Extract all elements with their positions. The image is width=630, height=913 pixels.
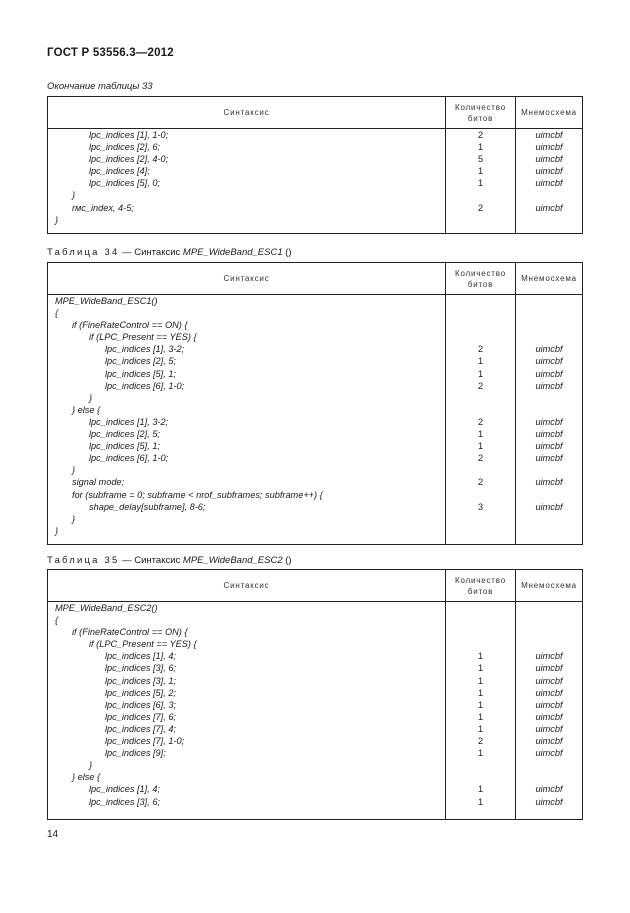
- syntax-line: lpc_indices [9];: [105, 748, 166, 759]
- syntax-line: lpc_indices [2], 5;: [89, 429, 160, 440]
- mnemonic-value: uimcbf: [535, 130, 563, 140]
- bits-value: [446, 464, 515, 476]
- bits-value: [446, 295, 515, 307]
- bits-value: 1: [477, 651, 484, 662]
- mnemonic-value: uimcbf: [535, 178, 563, 189]
- mnemonic-value: uimcbf: [535, 142, 563, 153]
- bits-column: [446, 295, 516, 545]
- bits-value: 2: [477, 736, 484, 747]
- table33-caption: [47, 81, 153, 92]
- mnemonic-value: [516, 331, 582, 343]
- table33-caption-text: Окончание таблицы 33: [47, 81, 153, 92]
- syntax-column: [48, 602, 446, 820]
- syntax-line: lpc_indices [5], 1;: [105, 368, 176, 379]
- syntax-line: lpc_indices [2], 6;: [89, 142, 160, 153]
- bits-value: [446, 513, 515, 525]
- bits-value: 1: [477, 687, 484, 698]
- mnemonic-value: uimcbf: [535, 344, 563, 355]
- mnemonic-value: [516, 525, 582, 537]
- mnemonic-value: uimcbf: [535, 736, 563, 747]
- syntax-line: }: [55, 525, 59, 536]
- mnemonic-value: [516, 189, 582, 201]
- syntax-line: if (LPC_Present == YES) {: [89, 332, 197, 343]
- table35-caption-name: MPE_WideBand_ESC2: [182, 555, 283, 566]
- mnemonic-value: [516, 319, 582, 331]
- syntax-line: lpc_indices [3], 1;: [105, 675, 176, 686]
- bits-value: 1: [477, 663, 484, 674]
- syntax-line: }: [72, 190, 76, 201]
- mnemonic-value: [516, 214, 582, 226]
- bits-value: [446, 489, 515, 501]
- bits-value: [446, 614, 515, 626]
- syntax-line: lpc_indices [1], 1-0;: [89, 130, 169, 140]
- table34-caption: [47, 247, 292, 258]
- syntax-line: lpc_indices [2], 4-0;: [89, 154, 169, 165]
- mnemonic-value: uimcbf: [535, 380, 563, 391]
- mnemonic-value: uimcbf: [535, 687, 563, 698]
- bits-value: [446, 602, 515, 614]
- mnemonic-value: uimcbf: [535, 651, 563, 662]
- bits-value: [446, 319, 515, 331]
- syntax-line: if (FineRateControl == ON) {: [72, 627, 188, 638]
- bits-value: 1: [477, 723, 484, 734]
- table34-caption-text: — Синтаксис: [119, 247, 183, 258]
- mnemonic-value: uimcbf: [535, 202, 563, 213]
- mnemonic-value: uimcbf: [535, 501, 563, 512]
- table33-end: [47, 96, 583, 234]
- syntax-line: lpc_indices [3], 6;: [89, 796, 160, 807]
- col-header-syntax: Синтаксис: [48, 263, 446, 295]
- document-header: ГОСТ Р 53556.3—2012: [47, 47, 174, 59]
- col-header-mnemonic: Мнемосхема: [516, 570, 583, 602]
- bits-value: 2: [477, 477, 484, 488]
- syntax-line: } else {: [72, 772, 101, 783]
- bits-value: [446, 392, 515, 404]
- syntax-line: lpc_indices [7], 4;: [105, 723, 176, 734]
- mnemonic-column: [516, 295, 583, 545]
- syntax-line: shape_delay[subframe], 8-6;: [89, 501, 206, 512]
- bits-value: [446, 626, 515, 638]
- mnemonic-value: [516, 513, 582, 525]
- mnemonic-value: uimcbf: [535, 699, 563, 710]
- syntax-line: lpc_indices [5], 1;: [89, 441, 160, 452]
- mnemonic-value: [516, 392, 582, 404]
- bits-value: 1: [477, 166, 484, 177]
- bits-column: [446, 602, 516, 820]
- bits-value: 1: [477, 784, 484, 795]
- bits-value: 1: [477, 441, 484, 452]
- bits-value: 2: [477, 202, 484, 213]
- table35-caption: [47, 555, 292, 566]
- syntax-line: }: [55, 214, 59, 225]
- table34-caption-name: MPE_WideBand_ESC1: [182, 247, 283, 258]
- syntax-line: lpc_indices [1], 4;: [89, 784, 160, 795]
- bits-value: 2: [477, 380, 484, 391]
- bits-value: 2: [477, 453, 484, 464]
- syntax-line: if (LPC_Present == YES) {: [89, 639, 197, 650]
- mnemonic-value: uimcbf: [535, 429, 563, 440]
- syntax-line: lpc_indices [6], 1-0;: [89, 453, 169, 464]
- syntax-line: }: [72, 465, 76, 476]
- syntax-line: lpc_indices [7], 1-0;: [105, 736, 185, 747]
- syntax-line: rмс_index, 4-5;: [72, 202, 134, 213]
- syntax-line: lpc_indices [4];: [89, 166, 150, 177]
- bits-column: [446, 129, 516, 234]
- table35-caption-suffix: (): [282, 555, 292, 566]
- mnemonic-value: [516, 295, 582, 307]
- syntax-line: signal mode;: [72, 477, 125, 488]
- mnemonic-value: uimcbf: [535, 453, 563, 464]
- syntax-line: lpc_indices [1], 3-2;: [89, 416, 169, 427]
- mnemonic-value: uimcbf: [535, 477, 563, 488]
- col-header-mnemonic: Мнемосхема: [516, 263, 583, 295]
- bits-value: 1: [477, 142, 484, 153]
- page-number: 14: [47, 829, 59, 840]
- bits-value: 1: [477, 429, 484, 440]
- syntax-line: lpc_indices [5], 0;: [89, 178, 160, 189]
- syntax-line: lpc_indices [2], 5;: [105, 356, 176, 367]
- bits-value: [446, 771, 515, 783]
- mnemonic-value: [516, 404, 582, 416]
- syntax-line: lpc_indices [1], 4;: [105, 651, 176, 662]
- mnemonic-value: [516, 602, 582, 614]
- col-header-syntax: Синтаксис: [48, 97, 446, 129]
- syntax-line: if (FineRateControl == ON) {: [72, 320, 188, 331]
- bits-value: 2: [477, 344, 484, 355]
- bits-value: 1: [477, 675, 484, 686]
- mnemonic-value: uimcbf: [535, 723, 563, 734]
- bits-value: 2: [477, 416, 484, 427]
- mnemonic-value: uimcbf: [535, 441, 563, 452]
- mnemonic-value: uimcbf: [535, 748, 563, 759]
- bits-value: [446, 759, 515, 771]
- mnemonic-value: uimcbf: [535, 711, 563, 722]
- bits-value: 1: [477, 748, 484, 759]
- col-header-bits: Количество битов: [446, 97, 516, 129]
- bits-value: 1: [477, 699, 484, 710]
- syntax-line: lpc_indices [1], 3-2;: [105, 344, 185, 355]
- syntax-line: lpc_indices [7], 6;: [105, 711, 176, 722]
- syntax-column: [48, 295, 446, 545]
- syntax-column: [48, 129, 446, 234]
- mnemonic-column: [516, 602, 583, 820]
- bits-value: 1: [477, 711, 484, 722]
- mnemonic-value: [516, 759, 582, 771]
- mnemonic-value: uimcbf: [535, 796, 563, 807]
- col-header-bits: Количество битов: [446, 570, 516, 602]
- syntax-line: }: [89, 760, 93, 771]
- syntax-line: for (subframe = 0; subframe < nrof_subframes; subframe++) {: [72, 489, 323, 500]
- mnemonic-value: uimcbf: [535, 784, 563, 795]
- bits-value: [446, 331, 515, 343]
- syntax-line: lpc_indices [6], 3;: [105, 699, 176, 710]
- syntax-line: }: [72, 513, 76, 524]
- syntax-line: MPE_WideBand_ESC2(): [55, 603, 158, 613]
- mnemonic-value: [516, 638, 582, 650]
- mnemonic-column: [516, 129, 583, 234]
- mnemonic-value: uimcbf: [535, 663, 563, 674]
- table34-caption-suffix: (): [282, 247, 292, 258]
- table34: [47, 262, 583, 545]
- syntax-line: } else {: [72, 404, 101, 415]
- col-header-mnemonic: Мнемосхема: [516, 97, 583, 129]
- bits-value: 1: [477, 368, 484, 379]
- mnemonic-value: uimcbf: [535, 675, 563, 686]
- bits-value: [446, 189, 515, 201]
- mnemonic-value: [516, 307, 582, 319]
- syntax-line: MPE_WideBand_ESC1(): [55, 296, 158, 306]
- mnemonic-value: uimcbf: [535, 154, 563, 165]
- syntax-line: {: [55, 308, 59, 319]
- bits-value: 1: [477, 178, 484, 189]
- bits-value: [446, 525, 515, 537]
- table35-caption-text: — Синтаксис: [119, 555, 183, 566]
- table35: [47, 569, 583, 820]
- bits-value: 2: [477, 130, 484, 140]
- mnemonic-value: uimcbf: [535, 416, 563, 427]
- mnemonic-value: uimcbf: [535, 166, 563, 177]
- mnemonic-value: [516, 626, 582, 638]
- col-header-syntax: Синтаксис: [48, 570, 446, 602]
- bits-value: [446, 404, 515, 416]
- bits-value: 5: [477, 154, 484, 165]
- mnemonic-value: [516, 771, 582, 783]
- table34-caption-label: Таблица 34: [47, 247, 120, 258]
- bits-value: [446, 307, 515, 319]
- syntax-line: lpc_indices [3], 6;: [105, 663, 176, 674]
- syntax-line: {: [55, 615, 59, 626]
- bits-value: 1: [477, 796, 484, 807]
- bits-value: 1: [477, 356, 484, 367]
- bits-value: [446, 638, 515, 650]
- syntax-line: lpc_indices [5], 2;: [105, 687, 176, 698]
- syntax-line: lpc_indices [6], 1-0;: [105, 380, 185, 391]
- mnemonic-value: [516, 614, 582, 626]
- bits-value: [446, 214, 515, 226]
- col-header-bits: Количество битов: [446, 263, 516, 295]
- mnemonic-value: uimcbf: [535, 368, 563, 379]
- table35-caption-label: Таблица 35: [47, 555, 120, 566]
- mnemonic-value: uimcbf: [535, 356, 563, 367]
- mnemonic-value: [516, 464, 582, 476]
- syntax-line: }: [89, 392, 93, 403]
- mnemonic-value: [516, 489, 582, 501]
- bits-value: 3: [477, 501, 484, 512]
